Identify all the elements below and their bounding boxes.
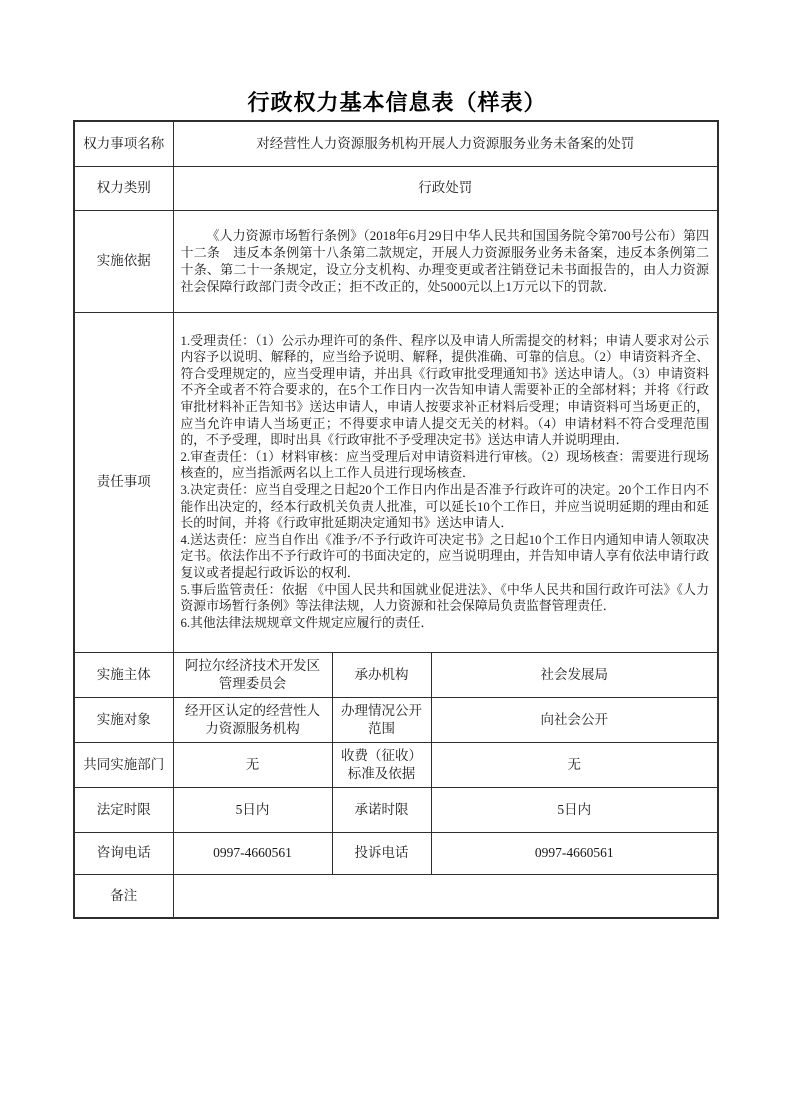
value-disclosure-scope: 向社会公开 — [431, 697, 718, 742]
label-disclosure-scope: 办理情况公开范围 — [332, 697, 431, 742]
label-implementation-target: 实施对象 — [74, 697, 173, 742]
value-joint-departments: 无 — [173, 742, 332, 787]
value-consultation-phone: 0997-4660561 — [173, 832, 332, 874]
label-promised-time-limit: 承诺时限 — [332, 787, 431, 832]
label-fee-standard: 收费（征收）标准及依据 — [332, 742, 431, 787]
duty-paragraph-2: 2.审查责任：（1）材料审核：应当受理后对申请资料进行审核。（2）现场核查：需要进行现场核查的，应当指派两名以上工作人员进行现场核查． — [180, 449, 710, 481]
label-remarks: 备注 — [74, 874, 173, 918]
info-table — [73, 120, 719, 919]
label-responsibility-items: 责任事项 — [74, 312, 173, 652]
value-responsibility-items — [173, 312, 718, 652]
value-statutory-time-limit: 5日内 — [173, 787, 332, 832]
duty-paragraph-6: 6.其他法律法规规章文件规定应履行的责任． — [180, 615, 434, 630]
value-power-category: 行政处罚 — [173, 166, 718, 210]
value-promised-time-limit: 5日内 — [431, 787, 718, 832]
duty-paragraph-1: 1.受理责任：（1）公示办理许可的条件、程序以及申请人所需提交的材料；申请人要求对公示内容予以说明、解释的，应当给予说明、解释，提供准确、可靠的信息。（2）申请资料齐全、符合受理规定的，应当受理申请，并出具《行政审批受理通知书》送达申请人。（3）申请资料不齐全或者不符合要求的，在5个工作日内一次告知申请人需要补正的全部材料；并将《行政审批材料补正告知书》送达申请人，申请人按要求补正材料后受理；申请资料可当场更正的，应当允许申请人当场更正；不得要求申请人提交无关的材料。（4）申请材料不符合受理范围的，不予受理，即时出具《行政审批不予受理决定书》送达申请人并说明理由． — [180, 333, 710, 448]
label-power-category: 权力类别 — [74, 166, 173, 210]
value-implementation-target: 经开区认定的经营性人力资源服务机构 — [173, 697, 332, 742]
value-complaint-phone: 0997-4660561 — [431, 832, 718, 874]
value-power-item-name: 对经营性人力资源服务机构开展人力资源服务业务未备案的处罚 — [173, 121, 718, 166]
label-undertaking-agency: 承办机构 — [332, 652, 431, 697]
row-power-category — [74, 166, 718, 210]
row-power-item-name — [74, 121, 718, 166]
row-implementation-target — [74, 697, 718, 742]
row-remarks — [74, 874, 718, 918]
row-phone-numbers — [74, 832, 718, 874]
label-consultation-phone: 咨询电话 — [74, 832, 173, 874]
basis-paragraph: 《人力资源市场暂行条例》（2018年6月29日中华人民共和国国务院令第700号公布）第四十二条 违反本条例第十八条第二款规定，开展人力资源服务业务未备案，违反本条例第二十条、第二十一条规定，设立分支机构、办理变更或者注销登记未书面报告的，由人力资源社会保障行政部门责令改正；拒不改正的，处5000元以上1万元以下的罚款． — [180, 228, 710, 294]
duty-paragraph-4: 4.送达责任：应当自作出《准予/不予行政许可决定书》之日起10个工作日内通知申请人领取决定书。依法作出不予行政许可的书面决定的，应当说明理由，并告知申请人享有依法申请行政复议或者提起行政诉讼的权利． — [180, 532, 710, 580]
label-implementation-basis: 实施依据 — [74, 210, 173, 312]
label-statutory-time-limit: 法定时限 — [74, 787, 173, 832]
label-complaint-phone: 投诉电话 — [332, 832, 431, 874]
row-joint-departments — [74, 742, 718, 787]
value-undertaking-agency: 社会发展局 — [431, 652, 718, 697]
duty-paragraph-5: 5.事后监管责任：依据 《中国人民共和国就业促进法》、《中华人民共和国行政许可法》《人力资源市场暂行条例》等法律法规，人力资源和社会保障局负责监督管理责任． — [180, 582, 710, 614]
value-fee-standard: 无 — [431, 742, 718, 787]
value-implementing-body: 阿拉尔经济技术开发区管理委员会 — [173, 652, 332, 697]
document-title: 行政权力基本信息表（样表） — [247, 90, 547, 115]
row-implementation-basis — [74, 210, 718, 312]
value-remarks — [173, 874, 718, 918]
label-implementing-body: 实施主体 — [74, 652, 173, 697]
row-implementing-body — [74, 652, 718, 697]
value-implementation-basis — [173, 210, 718, 312]
duty-paragraph-3: 3.决定责任：应当自受理之日起20个工作日内作出是否准予行政许可的决定。20个工作日内不能作出决定的，经本行政机关负责人批准，可以延长10个工作日，并应当说明延期的理由和延长的时间，并将《行政审批延期决定通知书》送达申请人． — [180, 483, 710, 531]
row-statutory-time-limit — [74, 787, 718, 832]
label-power-item-name: 权力事项名称 — [74, 121, 173, 166]
label-joint-departments: 共同实施部门 — [74, 742, 173, 787]
row-responsibility-items — [74, 312, 718, 652]
